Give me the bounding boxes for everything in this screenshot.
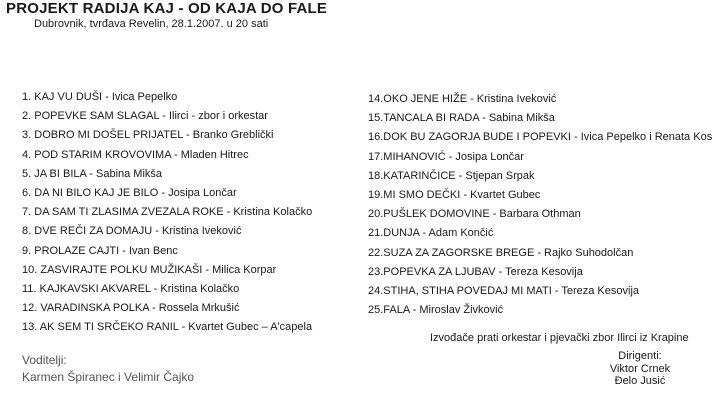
conductor-name: Viktor Crnek <box>609 362 671 375</box>
item-number: 1. <box>22 91 32 103</box>
hosts-label: Voditelji: <box>22 353 67 367</box>
item-text: JA BI BILA - Sabina Mikša <box>34 167 163 180</box>
conductor-name: Đelo Jusić <box>614 375 666 387</box>
list-item <box>22 107 312 126</box>
list-item <box>368 301 712 320</box>
list-item <box>22 146 312 165</box>
item-text: KAJKAVSKI AKVAREL - Kristina Kolačko <box>39 282 240 295</box>
item-number: 7. <box>22 206 32 219</box>
item-number: 13. <box>22 321 38 334</box>
list-item <box>368 128 712 147</box>
item-number: 16. <box>368 131 384 144</box>
item-number: 25. <box>368 304 384 317</box>
list-item <box>368 109 712 128</box>
item-text: AK SEM TI SRČEKO RANIL - Kvartet Gubec – A'capela <box>39 321 313 334</box>
item-text: KATARINČICE - Stjepan Srpak <box>383 169 535 182</box>
item-number: 12. <box>22 302 38 315</box>
list-item <box>22 222 312 241</box>
item-text: PUŠLEK DOMOVINE - Barbara Othman <box>383 208 581 221</box>
item-number: 3. <box>22 129 32 142</box>
list-item <box>22 318 312 337</box>
list-item <box>368 224 712 243</box>
list-item <box>22 299 312 318</box>
hosts-names: Karmen Špiranec i Velimir Čajko <box>22 370 195 384</box>
list-item <box>368 282 712 301</box>
item-text: DOK BU ZAGORJA BUDE I POPEVKI - Ivica Pepelko i Renata Kos <box>383 131 713 144</box>
item-text: POPEVKA ZA LJUBAV - Tereza Kesovija <box>383 265 583 278</box>
conductors-block <box>590 350 690 388</box>
list-item <box>368 90 712 109</box>
conductors-label: Dirigenti: <box>618 350 662 362</box>
list-item <box>22 184 312 203</box>
list-item <box>368 148 712 167</box>
item-text: KAJ VU DUŠI - Ivica Pepelko <box>34 91 178 103</box>
item-number: 11. <box>22 282 37 295</box>
item-text: PROLAZE CAJTI - Ivan Benc <box>34 244 178 257</box>
item-number: 5. <box>22 167 32 180</box>
item-number: 18. <box>368 169 384 182</box>
item-text: STIHA, STIHA POVEDAJ MI MATI - Tereza Kesovija <box>383 284 640 297</box>
accompaniment-note: Izvođače prati orkestar i pjevački zbor Ilirci iz Krapine <box>430 332 689 344</box>
item-number: 8. <box>22 225 32 238</box>
item-number: 17. <box>368 150 384 163</box>
item-number: 19. <box>368 188 384 201</box>
item-number: 15. <box>368 112 384 125</box>
list-item <box>22 165 312 184</box>
item-text: ZASVIRAJTE POLKU MUŽIKAŠI - Milica Korpar <box>40 263 277 276</box>
item-text: VARADINSKA POLKA - Rossela Mrkušić <box>40 302 240 315</box>
list-item <box>22 242 312 261</box>
list-item <box>22 203 312 222</box>
item-number: 4. <box>22 148 32 161</box>
item-text: POD STARIM KROVOVIMA - Mladen Hitrec <box>34 148 249 161</box>
item-text: POPEVKE SAM SLAGAL - Ilirci - zbor i orkestar <box>34 110 268 123</box>
list-item <box>22 126 312 145</box>
program-title: PROJEKT RADIJA KAJ - OD KAJA DO FALE <box>6 0 328 17</box>
item-number: 24. <box>368 284 384 297</box>
list-item <box>22 88 312 107</box>
list-item <box>368 186 712 205</box>
item-number: 10. <box>22 263 38 276</box>
item-number: 9. <box>22 244 32 257</box>
item-number: 20. <box>368 208 384 221</box>
program-subtitle: Dubrovnik, tvrđava Revelin, 28.1.2007. u 20 sati <box>34 18 269 30</box>
song-list-left <box>22 88 312 337</box>
item-number: 14. <box>368 93 384 105</box>
item-number: 21. <box>368 227 384 240</box>
list-item <box>368 205 712 224</box>
item-text: DA NI BILO KAJ JE BILO - Josipa Lončar <box>34 186 237 199</box>
item-text: DVE REČI ZA DOMAJU - Kristina Iveković <box>34 225 242 238</box>
item-text: MIHANOVIĆ - Josipa Lončar <box>383 150 524 163</box>
list-item <box>368 167 712 186</box>
item-text: MI SMO DEČKI - Kvartet Gubec <box>383 188 541 201</box>
list-item <box>368 244 712 263</box>
list-item <box>368 263 712 282</box>
item-number: 23. <box>368 265 384 278</box>
hosts-block <box>22 352 194 386</box>
item-number: 6. <box>22 186 32 199</box>
item-text: DOBRO MI DOŠEL PRIJATEL - Branko Greblički <box>34 129 274 142</box>
list-item <box>22 261 312 280</box>
item-text: SUZA ZA ZAGORSKE BREGE - Rajko Suhodolčan <box>383 246 634 259</box>
song-list-right <box>368 90 712 320</box>
item-text: DUNJA - Adam Končić <box>383 227 494 240</box>
item-number: 2. <box>22 110 32 123</box>
item-number: 22. <box>368 246 384 259</box>
item-text: TANCALA BI RADA - Sabina Mikša <box>383 112 555 125</box>
item-text: OKO JENE HIŽE - Kristina Iveković <box>383 93 557 105</box>
list-item <box>22 280 312 299</box>
item-text: DA SAM TI ZLASIMA ZVEZALA ROKE - Kristina Kolačko <box>34 206 313 219</box>
item-text: FALA - Miroslav Živković <box>383 304 504 317</box>
